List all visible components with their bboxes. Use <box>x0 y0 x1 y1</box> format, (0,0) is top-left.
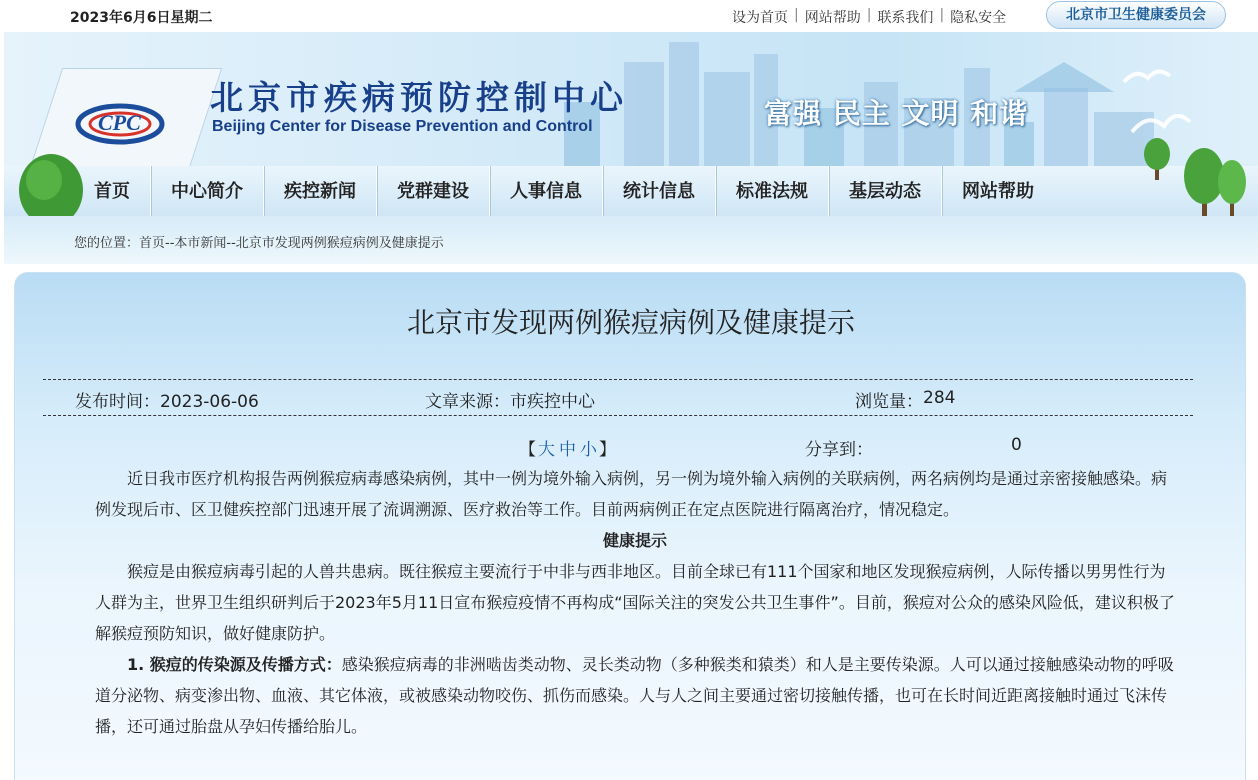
top-bar <box>0 0 1258 32</box>
set-homepage-link[interactable]: 设为首页 <box>732 10 788 26</box>
nav-party[interactable]: 党群建设 <box>377 166 490 216</box>
views-label: 浏览量： <box>855 392 923 412</box>
top-links <box>726 7 1012 27</box>
tree-right-icon <box>1180 136 1252 222</box>
link-separator: | <box>794 7 799 23</box>
share-label: 分享到： <box>805 440 873 460</box>
site-help-link[interactable]: 网站帮助 <box>804 10 861 26</box>
share-count: 0 <box>1011 435 1022 455</box>
font-bracket-open: 【 <box>519 440 536 460</box>
article-body <box>95 463 1175 742</box>
article-title: 北京市发现两例猴痘病例及健康提示 <box>406 306 855 339</box>
nav-grassroots[interactable]: 基层动态 <box>829 166 942 216</box>
font-size-switcher <box>519 435 616 460</box>
paragraph-2: 猴痘是由猴痘病毒引起的人兽共患病。既往猴痘主要流行于中非与西非地区。目前全球已有111个国家和地区发现猴痘病例，人际传播以男男性行为人群为主，世界卫生组织研判后于2023年5月11日宣布猴痘疫情不再构成“国际关注的突发公共卫生事件”。目前，猴痘对公众的感染风险低，建议积极了解猴痘预防知识，做好健康防护。 <box>95 562 1175 643</box>
source-value: 市疾控中心 <box>510 392 595 412</box>
contact-us-link[interactable]: 联系我们 <box>877 10 934 26</box>
nav-standards[interactable]: 标准法规 <box>716 166 829 216</box>
nav-about[interactable]: 中心简介 <box>151 166 264 216</box>
nav-home[interactable]: 首页 <box>74 166 151 216</box>
main-navigation <box>4 166 1258 216</box>
meta-divider-bottom <box>43 415 1193 416</box>
views-count: 284 <box>923 388 956 408</box>
nav-statistics[interactable]: 统计信息 <box>603 166 716 216</box>
link-separator: | <box>866 7 872 23</box>
views-info <box>855 387 955 412</box>
breadcrumb <box>4 216 1258 264</box>
paragraph-3 <box>95 649 1175 742</box>
health-tips-heading: 健康提示 <box>602 531 667 550</box>
breadcrumb-text[interactable]: 您的位置：首页--本市新闻--北京市发现两例猴痘病例及健康提示 <box>74 236 444 251</box>
core-values-slogan: 富强 民主 文明 和谐 <box>764 97 1029 130</box>
font-small-link[interactable]: 小 <box>580 440 597 460</box>
publish-date: 2023-06-06 <box>160 392 259 412</box>
source-info <box>425 387 595 412</box>
cpc-logo-icon <box>74 90 166 148</box>
font-large-link[interactable]: 大 <box>538 440 555 460</box>
meta-divider-top <box>43 379 1193 380</box>
health-commission-link[interactable]: 北京市卫生健康委员会 <box>1046 1 1226 29</box>
nav-news[interactable]: 疾控新闻 <box>264 166 377 216</box>
privacy-link[interactable]: 隐私安全 <box>950 10 1007 26</box>
article-panel <box>14 272 1246 780</box>
font-bracket-close: 】 <box>599 440 616 460</box>
tree-small-icon <box>1142 136 1172 180</box>
paragraph-1: 近日我市医疗机构报告两例猴痘病毒感染病例，其中一例为境外输入病例，另一例为境外输入病例的关联病例，两名病例均是通过亲密接触感染。病例发现后市、区卫健疾控部门迅速开展了流调溯源、医疗救治等工作。目前两病例正在定点医院进行隔离治疗，情况稳定。 <box>95 469 1168 519</box>
logo-text: CPC <box>98 110 141 135</box>
font-medium-link[interactable]: 中 <box>559 440 576 460</box>
org-title-english: Beijing Center for Disease Prevention and Control <box>212 118 593 135</box>
publish-info <box>75 387 259 412</box>
current-date: 2023年6月6日星期二 <box>70 10 213 26</box>
org-title-chinese: 北京市疾病预防控制中心 <box>210 78 628 117</box>
link-separator: | <box>939 7 945 23</box>
header-banner <box>4 32 1258 166</box>
paragraph-3-text: 感染猴痘病毒的非洲啮齿类动物、灵长类动物（多种猴类和猿类）和人是主要传染源。人可以通过接触感染动物的呼吸道分泌物、病变渗出物、血液、其它体液，或被感染动物咬伤、抓伤而感染。人与人之间主要通过密切接触传播，也可在长时间近距离接触时通过飞沫传播，还可通过胎盘从孕妇传播给胎儿。 <box>95 655 1174 736</box>
paragraph-3-lead: 1. 猴痘的传染源及传播方式： <box>127 655 342 674</box>
nav-personnel[interactable]: 人事信息 <box>490 166 603 216</box>
publish-label: 发布时间： <box>75 392 160 412</box>
nav-help[interactable]: 网站帮助 <box>962 181 1034 202</box>
source-label: 文章来源： <box>425 392 510 412</box>
